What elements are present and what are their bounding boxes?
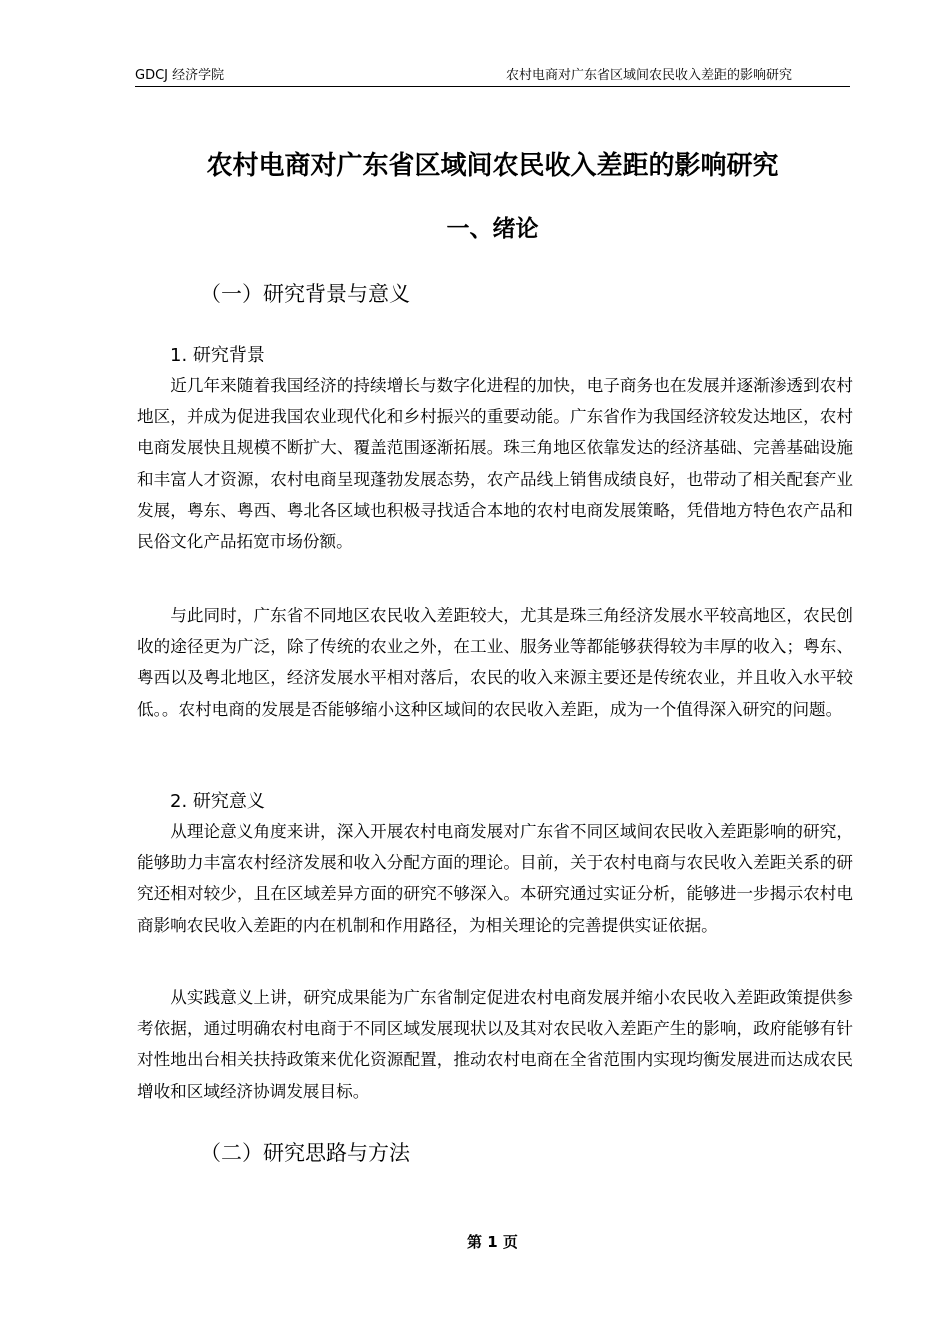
subsection-1-heading: 1. 研究背景 [170, 345, 265, 366]
paragraph-background-2: 与此同时，广东省不同地区农民收入差距较大，尤其是珠三角经济发展水平较高地区，农民创收的途径更为广泛，除了传统的农业之外，在工业、服务业等都能够获得较为丰厚的收入；粤东、粤西以及粤北地区，经济发展水平相对落后，农民的收入来源主要还是传统农业，并且收入水平较低。。农村电商的发展是否能够缩小这种区域间的农民收入差距，成为一个值得深入研究的问题。 [137, 606, 853, 719]
document-title: 农村电商对广东省区域间农民收入差距的影响研究 [206, 151, 779, 181]
header-running-title: 农村电商对广东省区域间农民收入差距的影响研究 [505, 68, 792, 83]
paragraph-background-1: 近几年来随着我国经济的持续增长与数字化进程的加快，电子商务也在发展并逐渐渗透到农村地区，并成为促进我国农业现代化和乡村振兴的重要动能。广东省作为我国经济较发达地区，农村电商发展快且规模不断扩大、覆盖范围逐渐拓展。珠三角地区依靠发达的经济基础、完善基础设施和丰富人才资源，农村电商呈现蓬勃发展态势，农产品线上销售成绩良好，也带动了相关配套产业发展，粤东、粤西、粤北各区域也积极寻找适合本地的农村电商发展策略，凭借地方特色农产品和民俗文化产品拓宽市场份额。 [137, 376, 853, 552]
page-number: 第 1 页 [467, 1233, 518, 1251]
section-1-heading: （一）研究背景与意义 [200, 282, 410, 306]
paragraph-significance-2: 从实践意义上讲，研究成果能为广东省制定促进农村电商发展并缩小农民收入差距政策提供参考依据，通过明确农村电商于不同区域发展现状以及其对农民收入差距产生的影响，政府能够有针对性地出台相关扶持政策来优化资源配置，推动农村电商在全省范围内实现均衡发展进而达成农民增收和区域经济协调发展目标。 [137, 988, 853, 1101]
chapter-title: 一、绪论 [446, 216, 539, 242]
paragraph-significance-1: 从理论意义角度来讲，深入开展农村电商发展对广东省不同区域间农民收入差距影响的研究，能够助力丰富农村经济发展和收入分配方面的理论。目前，关于农村电商与农民收入差距关系的研究还相对较少，且在区域差异方面的研究不够深入。本研究通过实证分析，能够进一步揭示农村电商影响农民收入差距的内在机制和作用路径，为相关理论的完善提供实证依据。 [137, 822, 853, 935]
section-2-heading: （二）研究思路与方法 [200, 1141, 410, 1165]
subsection-2-heading: 2. 研究意义 [170, 791, 265, 812]
header-divider [135, 86, 850, 87]
header-school-name: GDCJ 经济学院 [135, 68, 225, 83]
